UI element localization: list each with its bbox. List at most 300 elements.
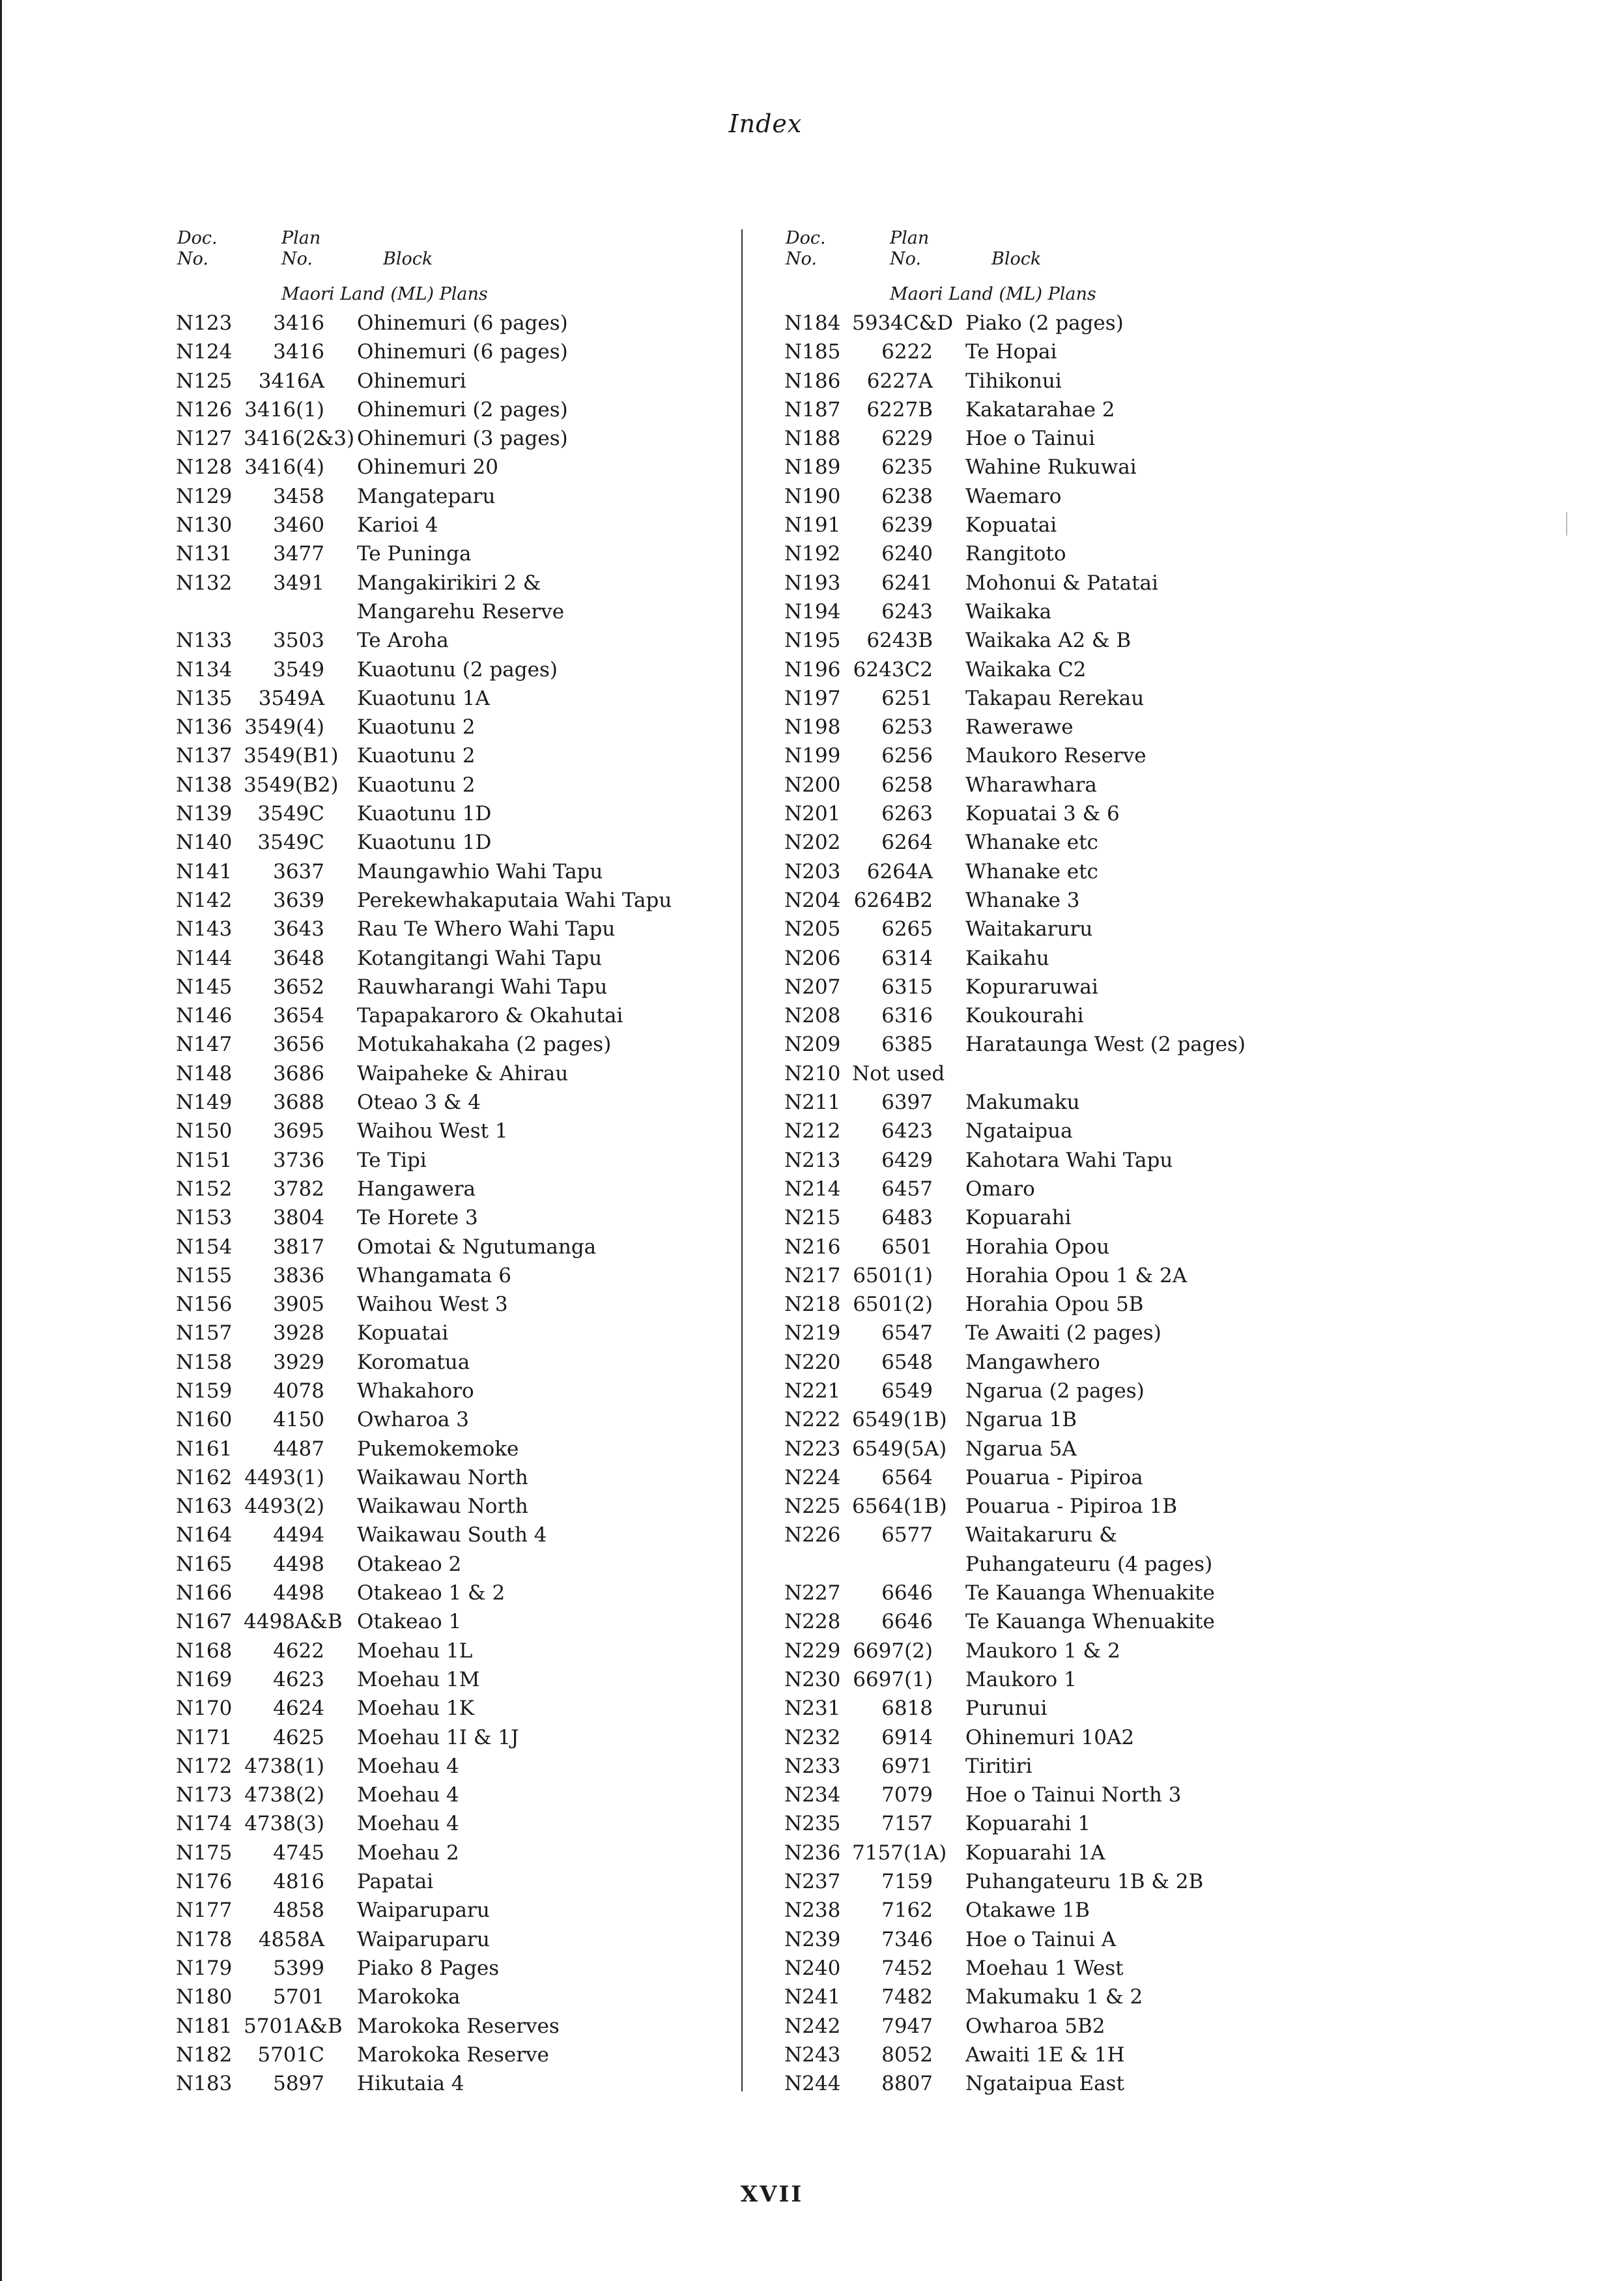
doc-number: N201 xyxy=(784,802,841,826)
index-row xyxy=(784,1752,1345,1781)
plan-number: 8807 xyxy=(881,2072,933,2096)
plan-number: 3491 xyxy=(273,571,324,595)
block-name: Owharoa 5B2 xyxy=(965,2014,1105,2038)
doc-number: N124 xyxy=(176,340,233,364)
index-row xyxy=(176,944,736,973)
plan-number: 6235 xyxy=(881,455,933,480)
left-column xyxy=(176,228,736,2098)
doc-number: N141 xyxy=(176,859,233,883)
plan-number: 5399 xyxy=(273,1956,324,1980)
plan-number xyxy=(852,1550,952,1579)
block-name: Whanake 3 xyxy=(965,888,1080,912)
block-header: Block xyxy=(991,249,1042,269)
index-row xyxy=(784,1637,1345,1665)
doc-number: N195 xyxy=(784,629,841,653)
plan-number: 6385 xyxy=(881,1033,933,1057)
block-name: Koukourahi xyxy=(965,1004,1084,1028)
plan-number: 6243B xyxy=(866,629,933,653)
doc-number: N153 xyxy=(176,1206,233,1230)
index-row xyxy=(784,684,1345,713)
block-name: Mohonui & Patatai xyxy=(965,571,1158,595)
block-name: Pouarua - Pipiroa xyxy=(965,1465,1143,1489)
doc-number: N191 xyxy=(784,513,841,538)
plan-number: 3928 xyxy=(273,1321,324,1345)
block-name: Kopuarahi 1A xyxy=(965,1841,1105,1865)
index-row xyxy=(176,973,736,1001)
doc-number: N225 xyxy=(784,1495,841,1519)
index-row xyxy=(176,771,736,799)
index-row xyxy=(176,1146,736,1175)
doc-number: N230 xyxy=(784,1667,841,1691)
index-row xyxy=(176,1492,736,1521)
block-name: Kuaotunu 2 xyxy=(357,715,476,739)
block-name: Kaikahu xyxy=(965,946,1049,970)
plan-number: 6258 xyxy=(881,773,933,797)
index-row xyxy=(784,1781,1345,1809)
plan-number: 4498 xyxy=(273,1581,324,1605)
column-divider xyxy=(741,229,743,2091)
block-name: Pouarua - Pipiroa 1B xyxy=(965,1495,1178,1519)
plan-number: 5934C&D xyxy=(852,311,954,335)
plan-number: 7157 xyxy=(881,1812,933,1836)
plan-number: 6314 xyxy=(881,946,933,970)
doc-number: N176 xyxy=(176,1870,233,1894)
block-name: Ngarua 5A xyxy=(965,1437,1077,1461)
block-name: Kuaotunu 2 xyxy=(357,744,476,768)
block-name: Mangawhero xyxy=(965,1350,1100,1374)
index-row xyxy=(176,539,736,568)
index-row xyxy=(176,1809,736,1838)
index-row xyxy=(784,2041,1345,2069)
index-row xyxy=(176,569,736,597)
doc-number: N137 xyxy=(176,744,233,768)
block-header: Block xyxy=(383,249,433,269)
doc-number: N177 xyxy=(176,1899,233,1923)
block-name: Karioi 4 xyxy=(357,513,438,538)
block-name: Tapapakaroro & Okahutai xyxy=(357,1004,623,1028)
index-row xyxy=(784,655,1345,684)
plan-number: 5701C xyxy=(257,2043,324,2067)
doc-number: N233 xyxy=(784,1754,841,1778)
plan-number: 6264A xyxy=(866,859,933,883)
block-name: Te Puninga xyxy=(357,542,472,566)
block-name: Koromatua xyxy=(357,1350,470,1374)
doc-number: N221 xyxy=(784,1379,841,1403)
doc-number xyxy=(784,1550,852,1579)
plan-number: 6971 xyxy=(881,1754,933,1778)
plan-number: 6239 xyxy=(881,513,933,538)
doc-number: N238 xyxy=(784,1899,841,1923)
section-heading: Maori Land (ML) Plans xyxy=(281,284,488,304)
margin-mark xyxy=(1566,512,1567,536)
doc-number: N180 xyxy=(176,1985,233,2009)
index-row xyxy=(176,1261,736,1290)
doc-number: N188 xyxy=(784,427,841,451)
doc-number: N210 xyxy=(784,1061,841,1085)
doc-number: N135 xyxy=(176,686,233,710)
block-name: Waikawau South 4 xyxy=(357,1523,547,1547)
index-row xyxy=(784,713,1345,741)
plan-number: 3503 xyxy=(273,629,324,653)
plan-number: 3686 xyxy=(273,1061,324,1085)
block-name: Otakawe 1B xyxy=(965,1899,1090,1923)
block-name: Papatai xyxy=(357,1870,434,1894)
block-name: Kahotara Wahi Tapu xyxy=(965,1148,1173,1172)
block-name: Ngataipua xyxy=(965,1119,1073,1143)
doc-number: N152 xyxy=(176,1177,233,1201)
index-row xyxy=(176,1550,736,1579)
block-name: Moehau 1I & 1J xyxy=(357,1725,519,1749)
doc-number: N170 xyxy=(176,1697,233,1721)
plan-number: 4624 xyxy=(273,1697,324,1721)
block-name: Marokoka Reserves xyxy=(357,2014,560,2038)
doc-number: N206 xyxy=(784,946,841,970)
index-row xyxy=(784,857,1345,886)
doc-number: N189 xyxy=(784,455,841,480)
doc-number: N194 xyxy=(784,599,841,624)
index-row xyxy=(176,799,736,828)
doc-number: N169 xyxy=(176,1667,233,1691)
block-name: Kopuatai 3 & 6 xyxy=(965,802,1120,826)
plan-number: 6227B xyxy=(866,397,933,422)
index-row xyxy=(784,1088,1345,1117)
block-name: Otakeao 1 & 2 xyxy=(357,1581,506,1605)
section-heading: Maori Land (ML) Plans xyxy=(890,284,1096,304)
plan-number: 6243C2 xyxy=(853,657,933,681)
block-name: Omaro xyxy=(965,1177,1035,1201)
plan-number: 4623 xyxy=(273,1667,324,1691)
plan-number: 3782 xyxy=(273,1177,324,1201)
block-name: Marokoka xyxy=(357,1985,461,2009)
index-row xyxy=(784,799,1345,828)
doc-number: N172 xyxy=(176,1754,233,1778)
plan-number: 6547 xyxy=(881,1321,933,1345)
doc-number: N232 xyxy=(784,1725,841,1749)
block-name: Te Tipi xyxy=(357,1148,427,1172)
block-name: Puhangateuru (4 pages) xyxy=(965,1552,1213,1576)
plan-number: 4493(1) xyxy=(244,1465,324,1489)
plan-number: 6501 xyxy=(881,1235,933,1259)
block-name: Rauwharangi Wahi Tapu xyxy=(357,975,608,999)
index-row xyxy=(784,1665,1345,1694)
doc-number: N168 xyxy=(176,1639,233,1663)
index-row xyxy=(784,597,1345,626)
index-row xyxy=(176,1925,736,1954)
plan-number: 4622 xyxy=(273,1639,324,1663)
plan-number: 3549(B2) xyxy=(244,773,339,797)
plan-number: 6646 xyxy=(881,1581,933,1605)
block-name: Marokoka Reserve xyxy=(357,2043,549,2067)
plan-number: 3416 xyxy=(273,311,324,335)
doc-number: N216 xyxy=(784,1235,841,1259)
plan-number: 6222 xyxy=(881,340,933,364)
doc-number: N154 xyxy=(176,1235,233,1259)
doc-number: N186 xyxy=(784,369,841,393)
index-row xyxy=(784,886,1345,915)
block-name: Horahia Opou 5B xyxy=(965,1293,1144,1317)
block-name: Kopuatai xyxy=(357,1321,449,1345)
block-name: Purunui xyxy=(965,1697,1047,1721)
doc-number: N215 xyxy=(784,1206,841,1230)
doc-number: N243 xyxy=(784,2043,841,2067)
doc-number: N211 xyxy=(784,1091,841,1115)
plan-number: 7452 xyxy=(881,1956,933,1980)
index-row xyxy=(176,857,736,886)
plan-number: 3648 xyxy=(273,946,324,970)
plan-number: 3643 xyxy=(273,917,324,941)
index-row xyxy=(176,1203,736,1232)
index-row xyxy=(784,1261,1345,1290)
plan-number: 3549(B1) xyxy=(244,744,339,768)
block-name: Horahia Opou xyxy=(965,1235,1110,1259)
plan-number: 6256 xyxy=(881,744,933,768)
doc-number: N204 xyxy=(784,888,841,912)
doc-number: N132 xyxy=(176,571,233,595)
block-name: Hoe o Tainui xyxy=(965,427,1095,451)
plan-number: 6646 xyxy=(881,1610,933,1634)
plan-number: 7159 xyxy=(881,1870,933,1894)
block-name: Ohinemuri (6 pages) xyxy=(357,311,568,335)
doc-number: N138 xyxy=(176,773,233,797)
block-name: Tihikonui xyxy=(965,369,1062,393)
index-row xyxy=(176,1088,736,1117)
doc-number: N145 xyxy=(176,975,233,999)
index-row xyxy=(784,1030,1345,1059)
plan-number: 7346 xyxy=(881,1927,933,1951)
plan-number: 4738(3) xyxy=(244,1812,324,1836)
index-row xyxy=(176,886,736,915)
plan-number: 6457 xyxy=(881,1177,933,1201)
index-row xyxy=(176,828,736,857)
plan-number: 3652 xyxy=(273,975,324,999)
index-row xyxy=(176,1319,736,1347)
index-row xyxy=(176,1983,736,2011)
doc-number: N202 xyxy=(784,831,841,855)
doc-number: N159 xyxy=(176,1379,233,1403)
index-row xyxy=(176,1665,736,1694)
index-row xyxy=(784,1983,1345,2011)
doc-number: N184 xyxy=(784,311,841,335)
right-rows xyxy=(784,309,1345,2098)
block-name: Makumaku 1 & 2 xyxy=(965,1985,1143,2009)
block-name: Takapau Rerekau xyxy=(965,686,1145,710)
block-name: Hangawera xyxy=(357,1177,476,1201)
plan-number: 6549(5A) xyxy=(852,1437,947,1461)
doc-number: N175 xyxy=(176,1841,233,1865)
block-name: Whakahoro xyxy=(357,1379,474,1403)
block-name: Waikaka xyxy=(965,599,1052,624)
plan-number: 6241 xyxy=(881,571,933,595)
block-name: Waiparuparu xyxy=(357,1899,490,1923)
block-name: Waikaka C2 xyxy=(965,657,1087,681)
doc-number: N199 xyxy=(784,744,841,768)
index-row xyxy=(784,626,1345,655)
block-name: Maukoro 1 xyxy=(965,1667,1077,1691)
index-row xyxy=(784,424,1345,453)
index-row xyxy=(784,944,1345,973)
index-row xyxy=(176,2041,736,2069)
plan-number: 3458 xyxy=(273,484,324,508)
doc-number: N196 xyxy=(784,657,841,681)
doc-number: N133 xyxy=(176,629,233,653)
block-name: Wahine Rukuwai xyxy=(965,455,1137,480)
right-column-header xyxy=(784,228,1345,280)
block-name: Makumaku xyxy=(965,1091,1080,1115)
plan-number xyxy=(244,597,344,626)
block-name: Ohinemuri (6 pages) xyxy=(357,340,568,364)
block-name xyxy=(952,1059,1345,1088)
index-row xyxy=(784,569,1345,597)
block-name: Waihou West 1 xyxy=(357,1119,508,1143)
block-name: Kuaotunu 1A xyxy=(357,686,490,710)
doc-number: N208 xyxy=(784,1004,841,1028)
plan-number: 3549C xyxy=(257,831,324,855)
block-name: Motukahakaha (2 pages) xyxy=(357,1033,612,1057)
index-row xyxy=(784,453,1345,481)
plan-number: 4494 xyxy=(273,1523,324,1547)
plan-number: 5897 xyxy=(273,2072,324,2096)
doc-number: N209 xyxy=(784,1033,841,1057)
plan-number: 6697(2) xyxy=(853,1639,933,1663)
block-name: Piako (2 pages) xyxy=(965,311,1124,335)
doc-number: N187 xyxy=(784,397,841,422)
plan-number: 3416A xyxy=(258,369,324,393)
plan-number: 7157(1A) xyxy=(852,1841,947,1865)
doc-number: N237 xyxy=(784,1870,841,1894)
index-row xyxy=(784,1607,1345,1636)
doc-number: N157 xyxy=(176,1321,233,1345)
doc-number: N123 xyxy=(176,311,233,335)
doc-number: N181 xyxy=(176,2014,233,2038)
doc-number: N162 xyxy=(176,1465,233,1489)
plan-number: 4858A xyxy=(258,1927,324,1951)
plan-number: 6227A xyxy=(866,369,933,393)
index-row xyxy=(784,1435,1345,1463)
block-name: Maukoro 1 & 2 xyxy=(965,1639,1120,1663)
block-name: Te Kauanga Whenuakite xyxy=(965,1610,1215,1634)
doc-number: N234 xyxy=(784,1783,841,1807)
plan-number: 6229 xyxy=(881,427,933,451)
plan-number: 3460 xyxy=(273,513,324,538)
plan-number: 6264B2 xyxy=(853,888,933,912)
doc-number: N203 xyxy=(784,859,841,883)
index-row xyxy=(176,741,736,770)
doc-number: N165 xyxy=(176,1552,233,1576)
block-name: Waiparuparu xyxy=(357,1927,490,1951)
plan-no-header: Plan No. xyxy=(890,228,930,269)
plan-number: 3639 xyxy=(273,888,324,912)
doc-number: N147 xyxy=(176,1033,233,1057)
doc-number: N127 xyxy=(176,427,233,451)
index-row xyxy=(176,2012,736,2041)
doc-number: N224 xyxy=(784,1465,841,1489)
index-row xyxy=(176,655,736,684)
block-name: Mangarehu Reserve xyxy=(357,599,565,624)
plan-number: 6501(1) xyxy=(853,1263,933,1287)
index-row xyxy=(176,1867,736,1896)
index-row xyxy=(176,1839,736,1867)
index-row xyxy=(784,1059,1345,1088)
doc-number: N198 xyxy=(784,715,841,739)
doc-number: N126 xyxy=(176,397,233,422)
left-rows xyxy=(176,309,736,2098)
plan-number: 3817 xyxy=(273,1235,324,1259)
block-name: Kuaotunu 2 xyxy=(357,773,476,797)
block-name: Perekewhakaputaia Wahi Tapu xyxy=(357,888,672,912)
block-name: Moehau 1M xyxy=(357,1667,480,1691)
index-row xyxy=(784,337,1345,366)
doc-number: N136 xyxy=(176,715,233,739)
plan-number: 6549 xyxy=(881,1379,933,1403)
plan-number: 4738(2) xyxy=(244,1783,324,1807)
index-row xyxy=(176,1290,736,1319)
block-name: Ngarua (2 pages) xyxy=(965,1379,1145,1403)
plan-number: 3929 xyxy=(273,1350,324,1374)
left-column-header xyxy=(176,228,736,280)
block-name: Ohinemuri 20 xyxy=(357,455,498,480)
block-name: Ohinemuri (3 pages) xyxy=(357,427,568,451)
doc-number: N156 xyxy=(176,1293,233,1317)
doc-number: N212 xyxy=(784,1119,841,1143)
block-name: Kopuarahi 1 xyxy=(965,1812,1091,1836)
index-row xyxy=(784,741,1345,770)
index-row xyxy=(784,1723,1345,1752)
doc-number: N217 xyxy=(784,1263,841,1287)
doc-number: N193 xyxy=(784,571,841,595)
block-name: Moehau 1K xyxy=(357,1697,474,1721)
doc-number: N207 xyxy=(784,975,841,999)
index-row xyxy=(784,1203,1345,1232)
index-row xyxy=(784,511,1345,539)
index-row xyxy=(784,1348,1345,1377)
block-name: Te Aroha xyxy=(357,629,449,653)
plan-number: 6564 xyxy=(881,1465,933,1489)
doc-number: N158 xyxy=(176,1350,233,1374)
doc-number: N228 xyxy=(784,1610,841,1634)
plan-number: 6265 xyxy=(881,917,933,941)
doc-number: N220 xyxy=(784,1350,841,1374)
block-name: Moehau 1L xyxy=(357,1639,473,1663)
plan-number: 3416(2&3) xyxy=(244,427,355,451)
index-row xyxy=(176,1059,736,1088)
doc-number: N222 xyxy=(784,1408,841,1432)
plan-no-header: Plan No. xyxy=(281,228,321,269)
block-name: Tiritiri xyxy=(965,1754,1033,1778)
doc-number: N134 xyxy=(176,657,233,681)
doc-number: N241 xyxy=(784,1985,841,2009)
plan-number: 6549(1B) xyxy=(852,1408,947,1432)
plan-number: 3804 xyxy=(273,1206,324,1230)
plan-number: 5701A&B xyxy=(244,2014,343,2038)
index-row xyxy=(784,1579,1345,1607)
block-name: Kotangitangi Wahi Tapu xyxy=(357,946,603,970)
plan-number: 6483 xyxy=(881,1206,933,1230)
index-row xyxy=(176,1723,736,1752)
doc-number: N129 xyxy=(176,484,233,508)
plan-number: 4487 xyxy=(273,1437,324,1461)
right-column xyxy=(784,228,1345,2098)
index-row xyxy=(176,1377,736,1405)
plan-number: 7079 xyxy=(881,1783,933,1807)
index-row xyxy=(784,367,1345,395)
index-row xyxy=(784,973,1345,1001)
plan-number: 3416(4) xyxy=(244,455,324,480)
doc-number: N190 xyxy=(784,484,841,508)
doc-number: N160 xyxy=(176,1408,233,1432)
plan-number: 4738(1) xyxy=(244,1754,324,1778)
index-row xyxy=(176,1521,736,1549)
plan-number: 3549A xyxy=(258,686,324,710)
